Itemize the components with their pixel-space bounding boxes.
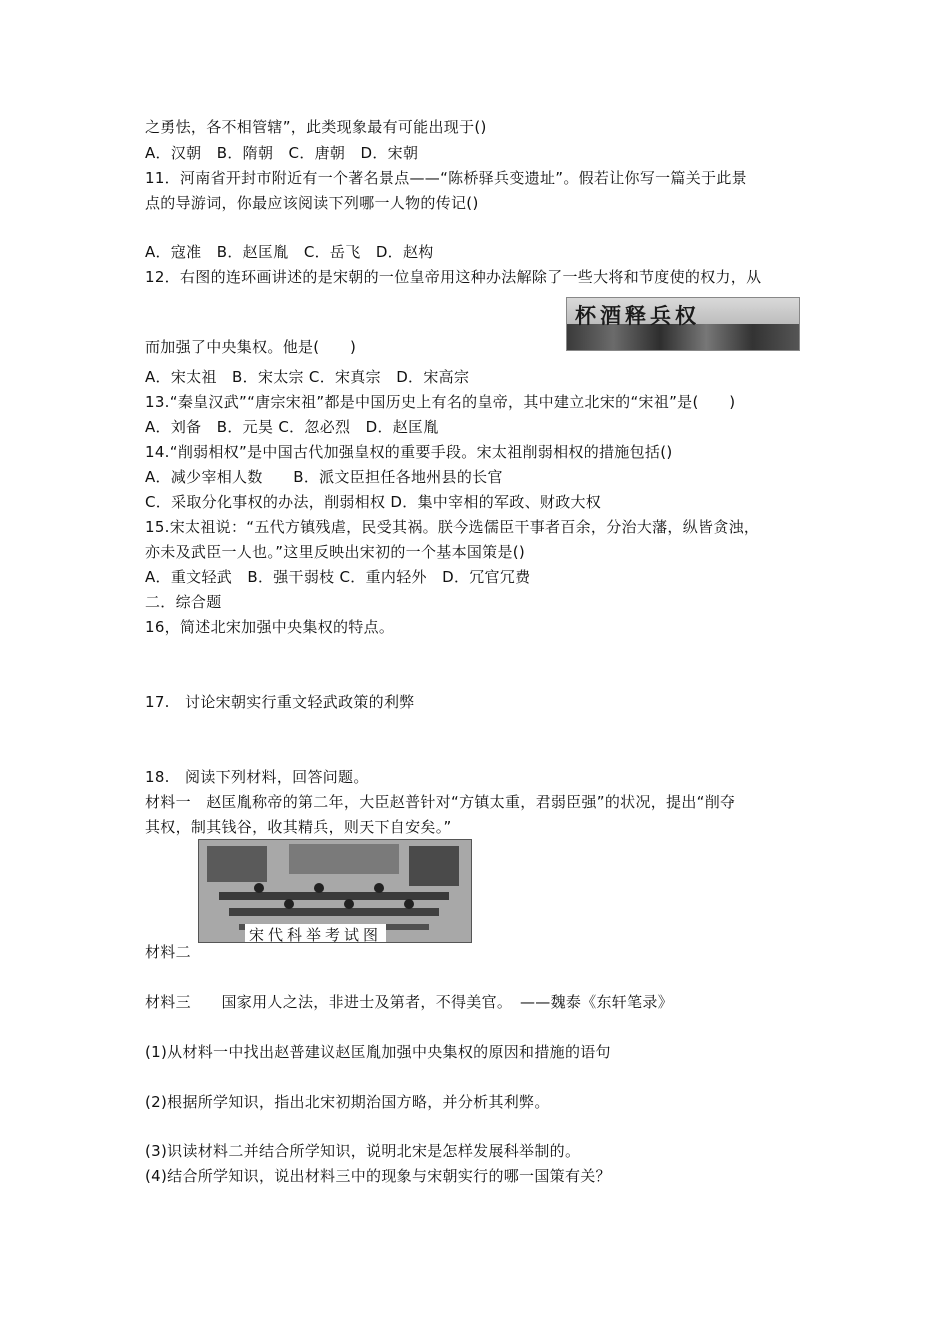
section-heading: 二．综合题 <box>145 593 222 611</box>
q17-stem: 17. 讨论宋朝实行重文轻武政策的利弊 <box>145 693 415 711</box>
q11-stem: 11．河南省开封市附近有一个著名景点——“陈桥驿兵变遗址”。假若让你写一篇关于此景 <box>145 169 747 187</box>
exam-caption: 宋代科举考试图 <box>245 924 386 943</box>
q14-options-ab: A．减少宰相人数 B．派文臣担任各地州县的长官 <box>145 468 503 486</box>
song-exam-image <box>198 839 472 943</box>
q13-options: A．刘备 B．元昊 C．忽必烈 D．赵匡胤 <box>145 418 439 436</box>
sub-question-4: (4)结合所学知识，说出材料三中的现象与宋朝实行的哪一国策有关？ <box>145 1167 611 1185</box>
q12-stem: 12．右图的连环画讲述的是宋朝的一位皇帝用这种办法解除了一些大将和节度使的权力，从 <box>145 268 762 286</box>
q15-stem: 15.宋太祖说：“五代方镇残虐，民受其祸。朕今选儒臣干事者百余，分治大藩，纵皆贪浊， <box>145 518 760 536</box>
q15-options: A．重文轻武 B．强干弱枝 C．重内轻外 D．冗官冗费 <box>145 568 531 586</box>
material-1: 材料一 赵匡胤称帝的第二年，大臣赵普针对“方镇太重，君弱臣强”的状况，提出“削夺 <box>145 793 736 811</box>
material-2-label: 材料二 <box>145 943 191 961</box>
q11-stem-cont: 点的导游词，你最应该阅读下列哪一人物的传记() <box>145 194 479 212</box>
material-3: 材料三 国家用人之法，非进士及第者，不得美官。 ——魏泰《东轩笔录》 <box>145 993 674 1011</box>
q12-options: A．宋太祖 B．宋太宗 C．宋真宗 D．宋高宗 <box>145 368 470 386</box>
sub-question-2: (2)根据所学知识，指出北宋初期治国方略，并分析其利弊。 <box>145 1093 550 1111</box>
q14-stem: 14.“削弱相权”是中国古代加强皇权的重要手段。宋太祖削弱相权的措施包括() <box>145 443 673 461</box>
material-1-cont: 其权，制其钱谷，收其精兵，则天下自安矣。” <box>145 818 452 836</box>
q18-stem: 18. 阅读下列材料，回答问题。 <box>145 768 369 786</box>
q12-stem-cont: 而加强了中央集权。他是( ) <box>145 338 357 356</box>
q15-stem-cont: 亦未及武臣一人也。”这里反映出宋初的一个基本国策是() <box>145 543 526 561</box>
q16-stem: 16，简述北宋加强中央集权的特点。 <box>145 618 395 636</box>
q13-stem: 13.“秦皇汉武”“唐宗宋祖”都是中国历史上有名的皇帝，其中建立北宋的“宋祖”是( ) <box>145 393 736 411</box>
q14-options-cd: C．采取分化事权的办法，削弱相权 D．集中宰相的军政、财政大权 <box>145 493 602 511</box>
sub-question-1: (1)从材料一中找出赵普建议赵匡胤加强中央集权的原因和措施的语句 <box>145 1043 611 1061</box>
banner-caption: 杯酒释兵权 <box>575 303 700 328</box>
sub-question-3: (3)识读材料二并结合所学知识，说明北宋是怎样发展科举制的。 <box>145 1142 581 1160</box>
q11-options: A．寇准 B．赵匡胤 C．岳飞 D．赵构 <box>145 243 434 261</box>
q10-options: A．汉朝 B．隋朝 C．唐朝 D．宋朝 <box>145 144 419 162</box>
q10-stem-end: 之勇怯，各不相管辖”，此类现象最有可能出现于() <box>145 118 487 136</box>
